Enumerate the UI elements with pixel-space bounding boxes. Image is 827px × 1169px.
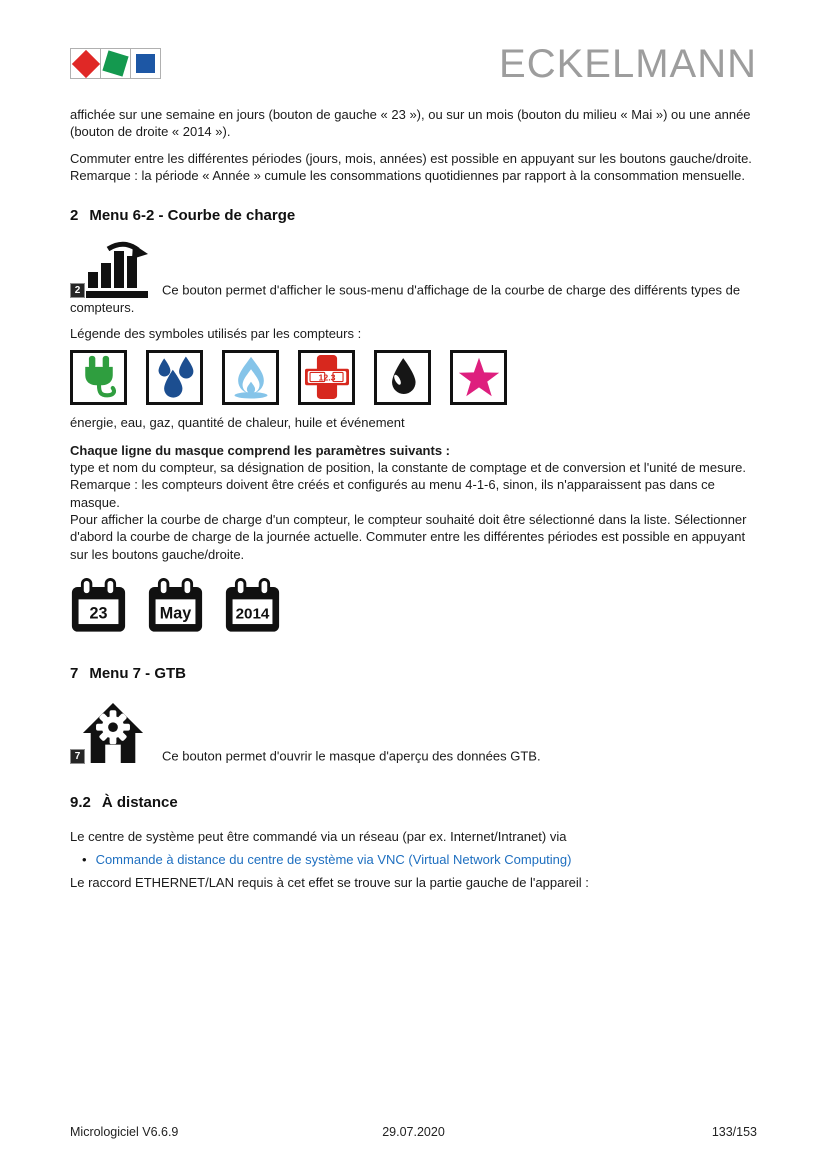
meter-display-value: 12.3 (318, 372, 335, 383)
legend-intro: Légende des symboles utilisés par les compteurs : (70, 326, 362, 342)
calendar-buttons-row (70, 578, 757, 634)
counter-legend-row (70, 350, 757, 405)
heading-number: 7 (70, 664, 79, 682)
legend-box-event (450, 350, 507, 405)
legend-box-gas (222, 350, 279, 405)
footer-date: 29.07.2020 (382, 1125, 445, 1140)
menu-number-badge: 2 (70, 283, 85, 298)
logo-green-square-icon (100, 48, 131, 79)
heading-title: À distance (101, 793, 178, 811)
page-header (70, 42, 757, 86)
eckelmann-logo (70, 48, 161, 79)
brand-wordmark: ECKELMANN (499, 42, 757, 86)
legend-box-energy (70, 350, 127, 405)
heading-title: Menu 6-2 - Courbe de charge (89, 207, 296, 225)
logo-red-diamond-icon (70, 48, 101, 79)
intro-paragraph-2: Commuter entre les différentes périodes (jours, mois, années) est possible en appuyant sur les boutons gauche/droite. Remarque : la période « Année » cumule les consommations quotidiennes par rapport à la consommation mensuelle. (70, 150, 752, 183)
calendar-year-icon (224, 578, 281, 634)
footer-firmware-version: Micrologiciel V6.6.9 (70, 1125, 179, 1140)
remote-paragraph-1: Le centre de système peut être commandé via un réseau (par ex. Internet/Intranet) via (70, 828, 567, 844)
oil-drop-icon (381, 355, 425, 399)
vnc-remote-link[interactable]: Commande à distance du centre de système via VNC (Virtual Network Computing) (95, 852, 572, 868)
load-curve-button (70, 241, 152, 299)
params-body-1: type et nom du compteur, sa désignation de position, la constante de comptage et de conversion et l'unité de mesure. Remarque : les compteurs doivent être créés et configurés au menu 4-1-6, sinon, ils n'apparaissent pas dans ce masque. (70, 460, 747, 510)
heading-number: 2 (70, 207, 79, 225)
calendar-day-icon (70, 578, 127, 634)
load-curve-button-paragraph (70, 241, 757, 316)
mask-parameters-block (70, 442, 757, 563)
menu-number-badge: 7 (70, 749, 85, 764)
calendar-day-label: 23 (89, 604, 108, 623)
bullet-icon: • (82, 852, 87, 868)
bar-chart-icon (86, 241, 150, 299)
gas-flame-icon (229, 355, 273, 399)
calendar-month-icon (147, 578, 204, 634)
house-gear-icon (80, 701, 146, 765)
legend-box-water (146, 350, 203, 405)
logo-blue-square-icon (130, 48, 161, 79)
footer-page-number: 133/153 (711, 1125, 757, 1140)
gtb-button (70, 699, 152, 765)
params-body-2: Pour afficher la courbe de charge d'un compteur, le compteur souhaité doit être sélectionné dans la liste. Sélectionner d'abord la courbe de charge de la journée actuelle. Commuter entre les différentes périodes est possible en appuyant sur les boutons gauche/droite. (70, 512, 747, 562)
gtb-button-description: Ce bouton permet d'ouvrir le masque d'aperçu des données GTB. (162, 748, 541, 764)
intro-paragraph-1: affichée sur une semaine en jours (bouton de gauche « 23 »), ou sur un mois (bouton du milieu « Mai ») ou une année (bouton de droite « 2014 »). (70, 107, 751, 140)
gtb-button-paragraph (70, 699, 757, 765)
heading-remote (70, 793, 757, 813)
page-footer (70, 1124, 757, 1141)
remote-bullet-item (70, 851, 757, 868)
load-curve-button-description: Ce bouton permet d'afficher le sous-menu d'affichage de la courbe de charge des différents types de compteurs. (70, 282, 741, 316)
legend-box-oil (374, 350, 431, 405)
remote-paragraph-2: Le raccord ETHERNET/LAN requis à cet effet se trouve sur la partie gauche de l'appareil : (70, 875, 589, 891)
heading-load-curve (70, 206, 757, 226)
calendar-year-label: 2014 (235, 605, 270, 623)
energy-plug-icon (77, 355, 121, 399)
calendar-month-label: May (159, 604, 192, 623)
heading-gtb (70, 664, 757, 684)
legend-box-heat (298, 350, 355, 405)
event-star-icon (457, 355, 501, 399)
heading-title: Menu 7 - GTB (89, 664, 187, 682)
heat-meter-icon (305, 355, 349, 399)
heading-number: 9.2 (70, 793, 91, 811)
water-drops-icon (153, 355, 197, 399)
legend-caption: énergie, eau, gaz, quantité de chaleur, huile et événement (70, 414, 405, 430)
params-heading: Chaque ligne du masque comprend les paramètres suivants : (70, 442, 450, 458)
